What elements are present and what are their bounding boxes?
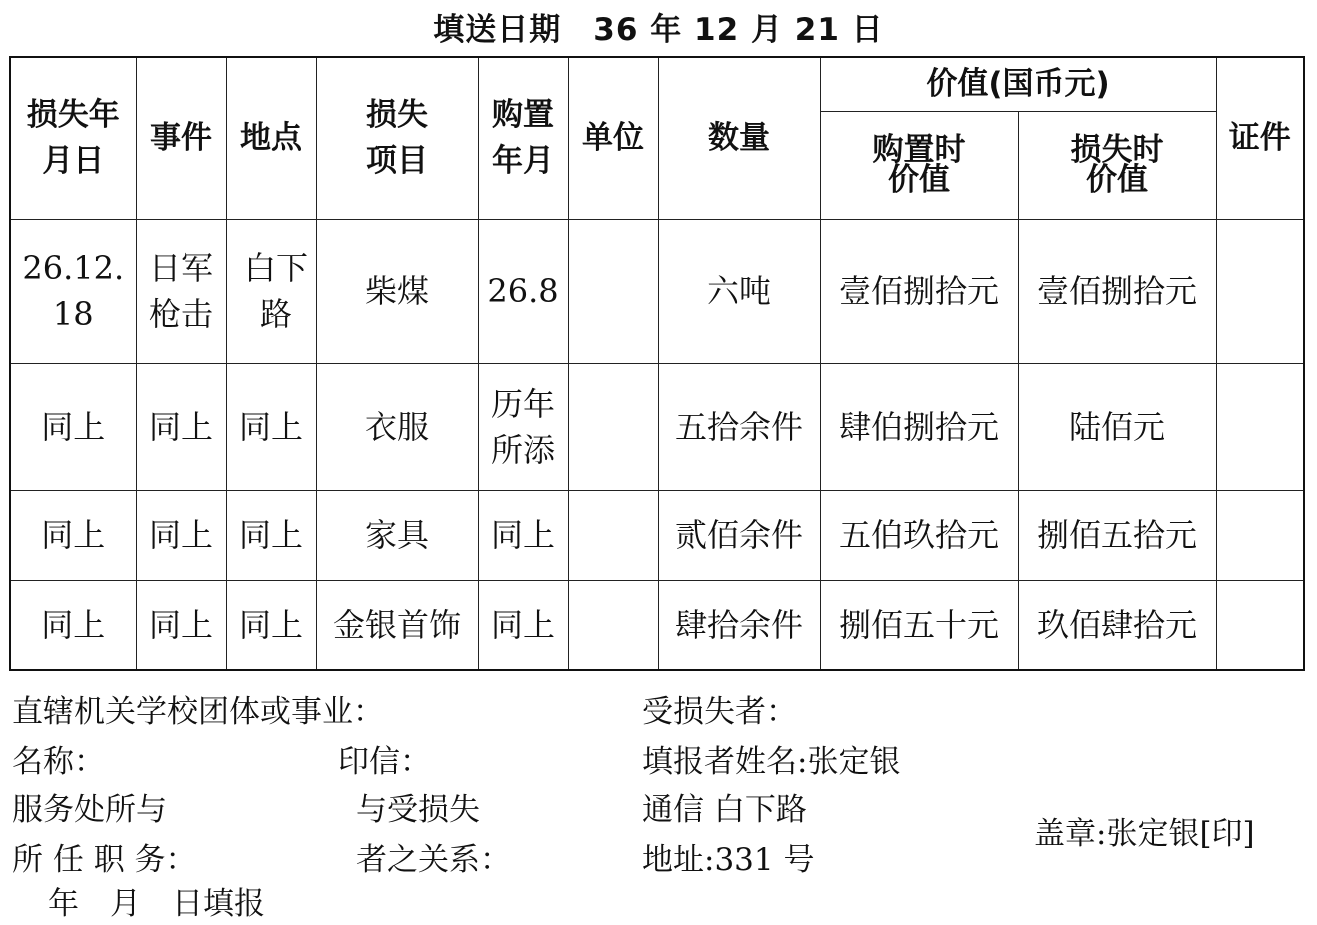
cell-unit [568, 580, 658, 670]
table-row [10, 219, 1304, 363]
stamp-label: 盖章:张定银[印] [1034, 816, 1255, 852]
victim-label: 受损失者： [642, 694, 797, 730]
header-value-at-purchase-line1: 购置时 [872, 132, 966, 168]
cell-location: 同上 [226, 363, 316, 490]
cell-event: 同上 [136, 580, 226, 670]
cell-loss-date: 同上 [10, 490, 136, 580]
header-value-group: 价值(国币元) [820, 57, 1216, 111]
cell-location-line1: 白下 [243, 249, 308, 287]
header-loss-item-line2: 项目 [366, 143, 428, 180]
header-row-1 [10, 57, 1304, 111]
cell-value-at-purchase: 捌佰五十元 [820, 580, 1018, 670]
cell-location: 同上 [226, 580, 316, 670]
header-event: 事件 [136, 57, 226, 219]
cell-value-at-purchase: 壹佰捌拾元 [820, 219, 1018, 363]
header-loss-item-line1: 损失 [366, 97, 428, 134]
cell-value-at-loss: 陆佰元 [1018, 363, 1216, 490]
header-evidence: 证件 [1216, 57, 1304, 219]
address-label: 地址:331 号 [642, 842, 815, 878]
header-quantity: 数量 [658, 57, 820, 219]
header-loss-date [10, 57, 136, 219]
cell-value-at-loss: 捌佰五拾元 [1018, 490, 1216, 580]
cell-event-line1: 日军 [148, 249, 213, 287]
relation-label-line1: 与受损失 [356, 792, 480, 828]
table-row [10, 490, 1304, 580]
header-loss-item [316, 57, 478, 219]
table-row [10, 580, 1304, 670]
cell-event: 同上 [136, 363, 226, 490]
cell-loss-date [10, 219, 136, 363]
cell-value-at-purchase: 五伯玖拾元 [820, 490, 1018, 580]
cell-quantity: 六吨 [658, 219, 820, 363]
cell-evidence [1216, 580, 1304, 670]
cell-purchase-date-line2: 所添 [490, 430, 555, 469]
header-value-at-loss-line1: 损失时 [1070, 132, 1164, 168]
cell-event: 同上 [136, 490, 226, 580]
cell-value-at-loss: 玖佰肆拾元 [1018, 580, 1216, 670]
cell-purchase-date [478, 363, 568, 490]
cell-loss-date-line2: 18 [52, 295, 94, 333]
header-value-at-loss [1018, 111, 1216, 219]
header-loss-date-line1: 损失年 [26, 97, 120, 134]
cell-quantity: 五拾余件 [658, 363, 820, 490]
cell-evidence [1216, 490, 1304, 580]
header-purchase-date-line1: 购置 [492, 97, 554, 134]
reporter-name-label: 填报者姓名:张定银 [642, 744, 901, 780]
cell-quantity: 贰佰余件 [658, 490, 820, 580]
communication-label: 通信 白下路 [642, 792, 807, 828]
header-location: 地点 [226, 57, 316, 219]
cell-loss-item: 家具 [316, 490, 478, 580]
cell-value-at-loss: 壹佰捌拾元 [1018, 219, 1216, 363]
position-label: 所 任 职 务： [12, 842, 197, 878]
header-value-at-purchase [820, 111, 1018, 219]
cell-loss-date: 同上 [10, 580, 136, 670]
cell-location [226, 219, 316, 363]
cell-unit [568, 490, 658, 580]
service-label: 服务处所与 [12, 792, 167, 828]
header-value-at-loss-line2: 价值 [1086, 162, 1148, 198]
loss-report-table [9, 56, 1305, 671]
cell-location: 同上 [226, 490, 316, 580]
org-label: 直辖机关学校团体或事业： [12, 694, 384, 730]
cell-event [136, 219, 226, 363]
report-date-label: 年 月 日填报 [48, 886, 265, 922]
cell-event-line2: 枪击 [148, 295, 213, 333]
form-title: 填送日期 36 年 12 月 21 日 [433, 12, 884, 48]
cell-evidence [1216, 363, 1304, 490]
cell-purchase-date: 同上 [478, 580, 568, 670]
header-purchase-date-line2: 年月 [492, 143, 554, 180]
cell-loss-item: 衣服 [316, 363, 478, 490]
header-loss-date-line2: 月日 [42, 143, 105, 180]
cell-evidence [1216, 219, 1304, 363]
cell-quantity: 肆拾余件 [658, 580, 820, 670]
header-unit: 单位 [568, 57, 658, 219]
cell-loss-date: 同上 [10, 363, 136, 490]
cell-unit [568, 219, 658, 363]
header-purchase-date [478, 57, 568, 219]
cell-purchase-date: 同上 [478, 490, 568, 580]
relation-label-line2: 者之关系： [356, 842, 511, 878]
header-value-at-purchase-line2: 价值 [888, 162, 950, 198]
cell-value-at-purchase: 肆伯捌拾元 [820, 363, 1018, 490]
cell-purchase-date-line1: 历年 [490, 384, 555, 423]
cell-purchase-date: 26.8 [478, 219, 568, 363]
table-row [10, 363, 1304, 490]
cell-location-line2: 路 [259, 295, 292, 333]
name-label: 名称： [12, 744, 105, 780]
cell-unit [568, 363, 658, 490]
cell-loss-item: 柴煤 [316, 219, 478, 363]
cell-loss-date-line1: 26.12. [22, 249, 125, 287]
seal-label: 印信： [338, 744, 431, 780]
cell-loss-item: 金银首饰 [316, 580, 478, 670]
